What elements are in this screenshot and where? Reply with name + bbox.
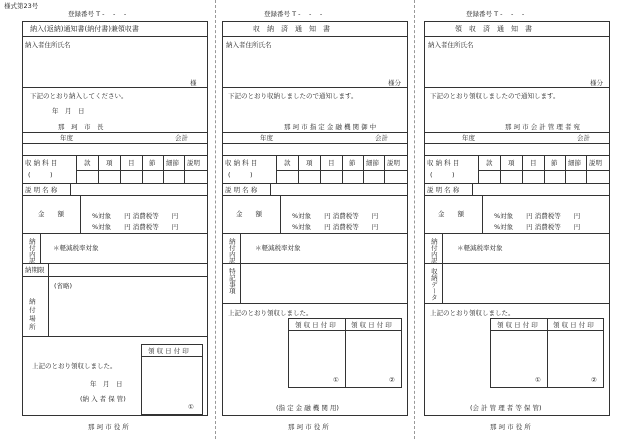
issue-date: 年 月 日 [52, 107, 85, 115]
received-data-label: 収納データ [429, 268, 438, 301]
tax-row-2: %対象 円 消費税等 円 [494, 223, 581, 231]
col-moku: 目 [530, 159, 537, 167]
col-setsu: 節 [349, 159, 356, 167]
amount-label: 金 額 [438, 210, 464, 218]
stamp-label: 領 収 日 付 印 [148, 347, 189, 355]
instruction-text: 下記のとおり納入してください。 [30, 92, 128, 100]
tax-row-1: %対象 円 消費税等 円 [494, 212, 581, 220]
form-number: 様式第23号 [4, 2, 39, 10]
stamp-circle-1: ① [535, 376, 541, 384]
col-kan: 款 [84, 159, 91, 167]
tax-row-1: %対象 円 消費税等 円 [92, 212, 179, 220]
stamp-circle-2: ② [591, 376, 597, 384]
amount-label: 金 額 [236, 210, 262, 218]
stamp-label-1: 領 収 日 付 印 [295, 321, 336, 329]
col-moku: 目 [128, 159, 135, 167]
col-setsumei: 説明 [187, 159, 200, 167]
perforation-line [414, 0, 415, 439]
description-label: 説 明 名 称 [225, 186, 258, 194]
col-saisetsu: 細節 [568, 159, 581, 167]
col-setsu: 節 [551, 159, 558, 167]
reduced-tax-note: ＊軽減税率対象 [255, 244, 301, 252]
issuer-name: 那 珂 市 長 [58, 123, 104, 131]
reduced-tax-note: ＊軽減税率対象 [53, 244, 99, 252]
account-label: 会計 [175, 134, 188, 142]
received-text: 上記のとおり領収しました。 [228, 309, 313, 317]
institution-addressee: 那 珂 市 指 定 金 融 機 関 御 中 [284, 123, 377, 131]
col-setsumei: 説明 [387, 159, 400, 167]
income-subject-paren: ( ) [228, 171, 253, 179]
col-kou: 項 [106, 159, 113, 167]
col-moku: 目 [328, 159, 335, 167]
perforation-line [215, 0, 216, 439]
amount-label: 金 額 [38, 210, 64, 218]
income-subject-label: 収 納 科 目 [25, 159, 58, 167]
col-saisetsu: 細節 [366, 159, 379, 167]
manager-addressee: 那 珂 市 会 計 管 理 者 宛 [505, 123, 581, 131]
payment-place-label: 納付場所 [27, 298, 36, 332]
col-kou: 項 [306, 159, 313, 167]
col-setsumei: 説明 [589, 159, 602, 167]
tax-row-1: %対象 円 消費税等 円 [292, 212, 379, 220]
income-subject-paren: ( ) [28, 171, 53, 179]
slip-title: 納入(返納)通知書(納付書)兼領収書 [30, 25, 139, 33]
payer-label: 納入者住所氏名 [25, 41, 71, 49]
fiscal-year-label: 年度 [60, 134, 73, 142]
slip-title: 収 納 済 通 知 書 [253, 25, 330, 33]
receipt-date-stamp-box [288, 318, 402, 388]
city-office-label: 那 珂 市 役 所 [88, 423, 129, 431]
income-subject-label: 収 納 科 目 [225, 159, 258, 167]
description-label: 説 明 名 称 [427, 186, 460, 194]
account-label: 会計 [375, 134, 388, 142]
col-kan: 款 [284, 159, 291, 167]
income-subject-paren: ( ) [430, 171, 455, 179]
tax-row-2: %対象 円 消費税等 円 [292, 223, 379, 231]
reduced-tax-note: ＊軽減税率対象 [457, 244, 503, 252]
instruction-text: 下記のとおり収納しましたので通知します。 [228, 92, 358, 100]
special-notes-label: 特記事項 [227, 268, 236, 294]
payer-label: 納入者住所氏名 [226, 41, 272, 49]
fiscal-year-label: 年度 [462, 134, 475, 142]
received-text: 上記のとおり領収しました。 [32, 362, 117, 370]
payment-breakdown-label: 納付内訳 [27, 238, 36, 264]
col-kan: 款 [486, 159, 493, 167]
stamp-circle-2: ② [389, 376, 395, 384]
honorific: 様分 [590, 79, 603, 87]
city-office-label: 那 珂 市 役 所 [288, 423, 329, 431]
payment-breakdown-label: 納付内訳 [227, 238, 236, 264]
stamp-label-2: 領 収 日 付 印 [553, 321, 594, 329]
city-office-label: 那 珂 市 役 所 [490, 423, 531, 431]
income-subject-label: 収 納 科 目 [427, 159, 460, 167]
receipt-date-stamp-box [141, 344, 203, 415]
payer-label: 納入者住所氏名 [428, 41, 474, 49]
payment-breakdown-label: 納付内訳 [429, 238, 438, 264]
received-date: 年 月 日 [90, 380, 123, 388]
bank-use-note: (指 定 金 融 機 関 用) [276, 404, 339, 412]
slip-title: 領 収 済 通 知 書 [455, 25, 532, 33]
payer-kept-note: (納 入 者 保 管) [80, 395, 126, 403]
stamp-circle-1: ① [188, 403, 194, 411]
registration-number: 登録番号 T - - - [264, 10, 323, 18]
registration-number: 登録番号 T - - - [68, 10, 127, 18]
stamp-circle-1: ① [333, 376, 339, 384]
deadline-label: 納期限 [25, 266, 45, 274]
stamp-label-1: 領 収 日 付 印 [497, 321, 538, 329]
omitted-text: (省略) [54, 282, 73, 290]
fiscal-year-label: 年度 [260, 134, 273, 142]
col-saisetsu: 細節 [166, 159, 179, 167]
col-setsu: 節 [149, 159, 156, 167]
honorific: 様 [190, 79, 197, 87]
receipt-date-stamp-box [490, 318, 604, 388]
honorific: 様分 [388, 79, 401, 87]
stamp-label-2: 領 収 日 付 印 [351, 321, 392, 329]
received-text: 上記のとおり領収しました。 [430, 309, 515, 317]
instruction-text: 下記のとおり領収しましたので通知します。 [430, 92, 560, 100]
tax-row-2: %対象 円 消費税等 円 [92, 223, 179, 231]
col-kou: 項 [508, 159, 515, 167]
manager-kept-note: (会 計 管 理 者 等 保 管) [470, 404, 542, 412]
registration-number: 登録番号 T - - - [466, 10, 525, 18]
description-label: 説 明 名 称 [25, 186, 58, 194]
account-label: 会計 [577, 134, 590, 142]
